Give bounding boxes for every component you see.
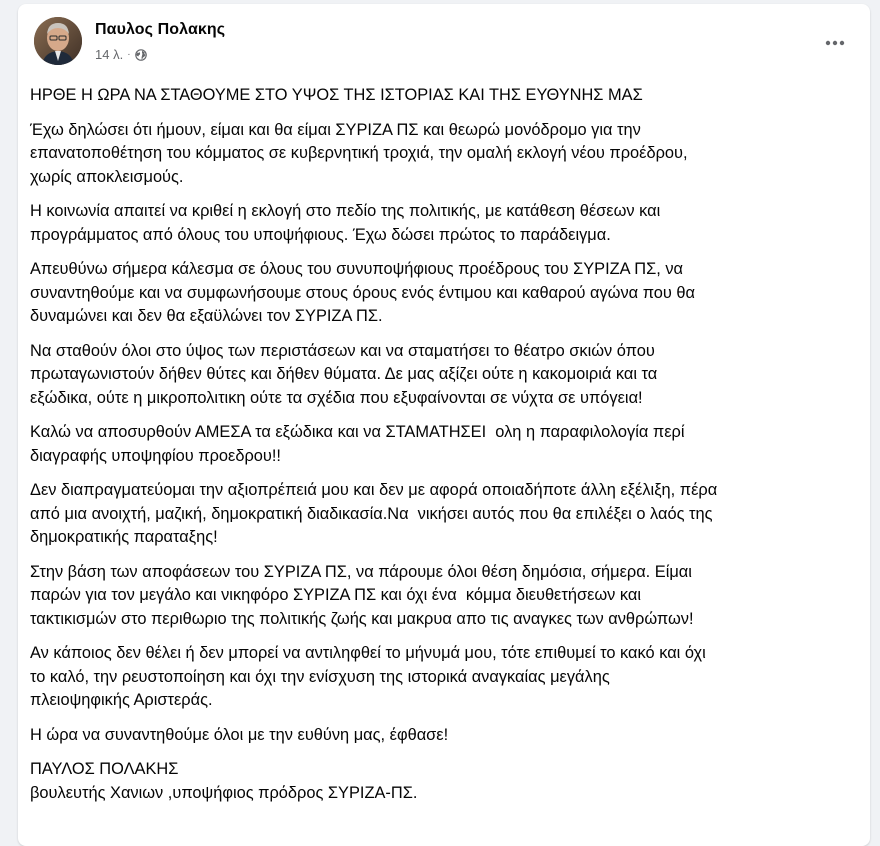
post-headline: ΗΡΘΕ Η ΩΡΑ ΝΑ ΣΤΑΘΟΥΜΕ ΣΤΟ ΥΨΟΣ ΤΗΣ ΙΣΤΟΡΙΑΣ ΚΑΙ ΤΗΣ ΕΥΘΥΝΗΣ ΜΑΣ bbox=[30, 86, 643, 104]
post-paragraph: Δεν διαπραγματεύομαι την αξιοπρέπειά μου και δεν με αφορά οποιαδήποτε άλλη εξέλιξη, πέρα από μια ανοιχτή, μαζική, δημοκρατική διαδικασία.Να νικήσει αυτός που θα επιλέξει ο λαός της δημοκρατικής παραταξης! bbox=[30, 481, 718, 546]
post-paragraph: Να σταθούν όλοι στο ύψος των περιστάσεων και να σταματήσει το θέατρο σκιών όπου πρωταγωνιστούν δήθεν θύτες και δήθεν θύματα. Δε μας αξίζει ούτε η κακομοιριά και τα εξώδικα, ούτε η μικροπολιτικη ούτε τα σχέδια που εξυφαίνονται σε νύχτα σε υπόγεια! bbox=[30, 341, 658, 407]
post-body bbox=[30, 84, 850, 805]
post-paragraph: Καλώ να αποσυρθούν ΑΜΕΣΑ τα εξώδικα και να ΣΤΑΜΑΤΗΣΕΙ ολη η παραφιλολογία περί διαγραφής υποψηφίου προεδρου!! bbox=[30, 423, 685, 465]
globe-icon[interactable] bbox=[135, 49, 147, 61]
avatar[interactable] bbox=[34, 17, 82, 65]
more-options-button[interactable] bbox=[820, 28, 850, 58]
separator-dot: · bbox=[127, 48, 131, 60]
post-paragraph: Η ώρα να συναντηθούμε όλοι με την ευθύνη μας, έφθασε! bbox=[30, 725, 449, 744]
post-meta bbox=[95, 47, 147, 62]
post-paragraph: Απευθύνω σήμερα κάλεσμα σε όλους του συνυποψήφιους προέδρους του ΣΥΡΙΖΑ ΠΣ, να συναντηθούμε και να συμφωνήσουμε στους όρους ενός έντιμου και καθαρού αγώνα που θα δυναμώνει και δεν θα εξαϋλώνει τον ΣΥΡΙΖΑ ΠΣ. bbox=[30, 260, 695, 325]
author-name[interactable]: Παυλος Πολακης bbox=[95, 21, 226, 38]
post-time[interactable]: 14 λ. bbox=[95, 47, 124, 62]
more-horizontal-icon bbox=[825, 40, 845, 46]
post-paragraph: Αν κάποιος δεν θέλει ή δεν μπορεί να αντιληφθεί το μήνυμά μου, τότε επιθυμεί το κακό και όχι το καλό, την ρευστοποίηση και όχι την ενίσχυση της ιστορικά αναγκαίας μεγάλης πλειοψηφικής Αριστεράς. bbox=[30, 644, 706, 709]
signature-title: βουλευτής Χανιων ,υποψήφιος πρόδρος ΣΥΡΙΖΑ-ΠΣ. bbox=[30, 783, 418, 802]
post-paragraph: Η κοινωνία απαιτεί να κριθεί η εκλογή στο πεδίο της πολιτικής, με κατάθεση θέσεων και προγράμματος από όλους του υποψήφιους. Έχω δώσει πρώτος το παράδειγμα. bbox=[30, 202, 661, 244]
post-paragraph: Έχω δηλώσει ότι ήμουν, είμαι και θα είμαι ΣΥΡΙΖΑ ΠΣ και θεωρώ μονόδρομο για την επανατοποθέτηση του κόμματος σε κυβερνητική τροχιά, την ομαλή εκλογή νέου προέδρου, χωρίς αποκλεισμούς. bbox=[30, 120, 688, 186]
post-header bbox=[18, 4, 870, 74]
avatar-photo bbox=[34, 17, 82, 65]
post-card bbox=[18, 4, 870, 846]
signature-name: ΠΑΥΛΟΣ ΠΟΛΑΚΗΣ bbox=[30, 760, 179, 778]
post-paragraph: Στην βάση των αποφάσεων του ΣΥΡΙΖΑ ΠΣ, να πάρουμε όλοι θέση δημόσια, σήμερα. Είμαι παρών για τον μεγάλο και νικηφόρο ΣΥΡΙΖΑ ΠΣ και όχι ένα κόμμα διευθετήσεων και τακτικισμών στο περιθωριο της πολιτικής ζωής και μακρυα απο τις αναγκες των ανθρώπων! bbox=[30, 562, 694, 628]
